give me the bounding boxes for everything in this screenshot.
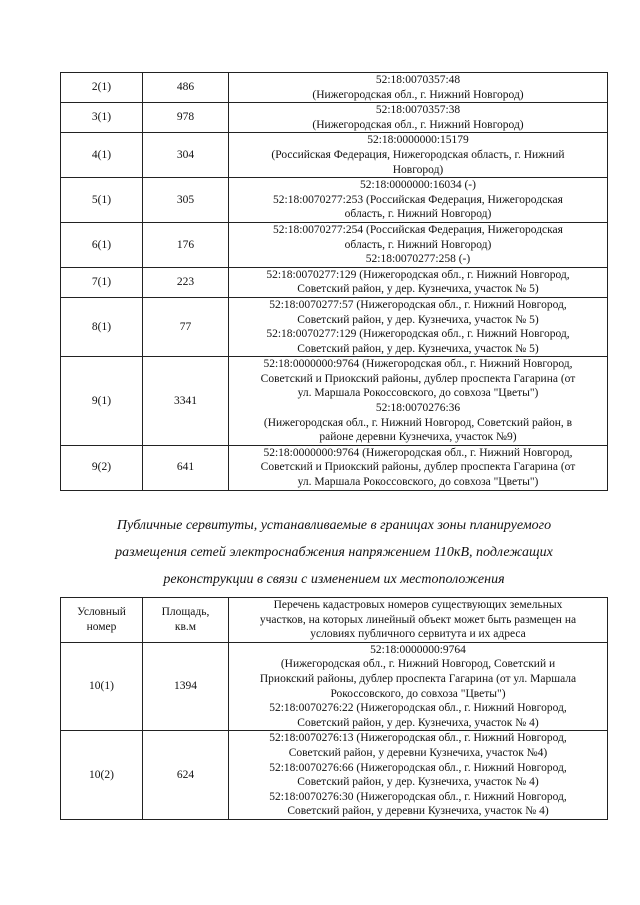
cadastral-line: 52:18:0000000:15179 [367, 134, 469, 147]
row-area: 624 [143, 731, 229, 820]
cadastral-line: 52:18:0070276:36 [375, 402, 461, 415]
row-number: 6(1) [61, 222, 143, 267]
cadastral-line: 52:18:0070277:129 (Нижегородская обл., г. Нижний Новгород, [266, 268, 570, 281]
cadastral-line: 52:18:0070276:66 (Нижегородская обл., г. Нижний Новгород, [269, 761, 567, 774]
row-cadastral-list [229, 133, 608, 178]
cadastral-line: (Нижегородская обл., г. Нижний Новгород, Советский район, в [263, 416, 573, 429]
row-area: 1394 [143, 642, 229, 731]
row-number: 5(1) [61, 178, 143, 223]
cadastral-line: 52:18:0070276:13 (Нижегородская обл., г. Нижний Новгород, [269, 732, 567, 745]
row-number: 3(1) [61, 103, 143, 133]
row-number: 9(2) [61, 445, 143, 490]
cadastral-line: область, г. Нижний Новгород) [344, 208, 492, 221]
cadastral-line: Приокский районы, дублер проспекта Гагарина (от ул. Маршала [259, 672, 577, 685]
cadastral-line: Советский район, у дер. Кузнечиха, участок № 5) [297, 313, 539, 326]
cadastral-line: 52:18:0000000:9764 (Нижегородская обл., г. Нижний Новгород, [263, 446, 573, 459]
table-row [61, 267, 608, 297]
cadastral-line: 52:18:0070276:22 (Нижегородская обл., г. Нижний Новгород, [269, 702, 567, 715]
row-area: 223 [143, 267, 229, 297]
cadastral-line: (Нижегородская обл., г. Нижний Новгород) [312, 88, 524, 101]
row-area: 77 [143, 297, 229, 356]
public-servitude-table [60, 597, 608, 820]
cadastral-line: 52:18:0070357:38 [375, 104, 461, 117]
caption-line: размещения сетей электроснабжения напряжением 110кВ, подлежащих [115, 545, 553, 560]
row-number: 10(2) [61, 731, 143, 820]
row-area: 305 [143, 178, 229, 223]
table2-body [61, 642, 608, 819]
cadastral-line: ул. Маршала Рокоссовского, до совхоза "Цветы") [297, 387, 539, 400]
cadastral-line: 52:18:0070277:253 (Российская Федерация, Нижегородская [273, 193, 563, 206]
row-number: 4(1) [61, 133, 143, 178]
cadastral-line: (Нижегородская обл., г. Нижний Новгород) [312, 118, 524, 131]
row-cadastral-list [229, 731, 608, 820]
row-area: 978 [143, 103, 229, 133]
cadastral-line: районе деревни Кузнечиха, участок №9) [319, 431, 517, 444]
section-caption [60, 512, 608, 593]
row-cadastral-list [229, 178, 608, 223]
cadastral-line: 52:18:0000000:9764 [370, 643, 466, 656]
row-number: 9(1) [61, 357, 143, 446]
table-row [61, 73, 608, 103]
cadastral-line: Советский район, у дер. Кузнечиха, участок № 4) [297, 776, 539, 789]
row-area: 486 [143, 73, 229, 103]
row-cadastral-list [229, 73, 608, 103]
table-row [61, 357, 608, 446]
row-area: 3341 [143, 357, 229, 446]
row-cadastral-list [229, 222, 608, 267]
cadastral-line: Рокоссовского, до совхоза "Цветы") [330, 687, 506, 700]
cadastral-line: область, г. Нижний Новгород) [344, 238, 492, 251]
cadastral-line: Советский район, у деревни Кузнечиха, участок №4) [288, 746, 548, 759]
servitude-table-continued [60, 72, 608, 491]
table-header-row [61, 598, 608, 643]
table-row [61, 178, 608, 223]
row-cadastral-list [229, 103, 608, 133]
cadastral-line: 52:18:0070277:254 (Российская Федерация, Нижегородская [273, 223, 563, 236]
cadastral-line: 52:18:0070357:48 [375, 74, 461, 86]
table-row [61, 445, 608, 490]
cadastral-line: 52:18:0070277:258 (-) [365, 253, 471, 266]
row-number: 7(1) [61, 267, 143, 297]
cadastral-line: Советский и Приокский районы, дублер проспекта Гагарина (от [260, 372, 576, 385]
caption-line: Публичные сервитуты, устанавливаемые в границах зоны планируемого [116, 518, 552, 533]
table-row [61, 133, 608, 178]
cadastral-line: 52:18:0070277:57 (Нижегородская обл., г. Нижний Новгород, [269, 298, 567, 311]
cadastral-line: Советский район, у дер. Кузнечиха, участок № 5) [297, 283, 539, 296]
row-area: 641 [143, 445, 229, 490]
table-row [61, 103, 608, 133]
cadastral-line: ул. Маршала Рокоссовского, до совхоза "Цветы") [297, 476, 539, 489]
row-cadastral-list [229, 445, 608, 490]
cadastral-line: Советский и Приокский районы, дублер проспекта Гагарина (от [260, 461, 576, 474]
cadastral-line: Советский район, у деревни Кузнечиха, участок № 4) [287, 805, 549, 818]
cadastral-line: Новгород) [392, 163, 444, 176]
row-number: 8(1) [61, 297, 143, 356]
row-cadastral-list [229, 297, 608, 356]
table1-body [61, 73, 608, 491]
cadastral-line: (Российская Федерация, Нижегородская область, г. Нижний [271, 148, 565, 161]
header-conditional-number: Условный номер [61, 598, 143, 643]
cadastral-line: Советский район, у дер. Кузнечиха, участок № 5) [297, 342, 539, 355]
row-area: 176 [143, 222, 229, 267]
caption-line: реконструкции в связи с изменением их местоположения [163, 572, 505, 587]
table-row [61, 297, 608, 356]
table-row [61, 642, 608, 731]
row-number: 10(1) [61, 642, 143, 731]
row-area: 304 [143, 133, 229, 178]
header-cadastral-list: Перечень кадастровых номеров существующих земельных участков, на которых линейный объект может быть размещен на условиях публичного сервитута и их адреса [229, 598, 608, 643]
cadastral-line: 52:18:0070276:30 (Нижегородская обл., г. Нижний Новгород, [269, 790, 567, 803]
cadastral-line: 52:18:0000000:16034 (-) [360, 179, 476, 192]
table-row [61, 731, 608, 820]
cadastral-line: 52:18:0000000:9764 (Нижегородская обл., г. Нижний Новгород, [263, 358, 573, 371]
row-cadastral-list [229, 267, 608, 297]
row-cadastral-list [229, 357, 608, 446]
row-number: 2(1) [61, 73, 143, 103]
cadastral-line: (Нижегородская обл., г. Нижний Новгород, Советский и [280, 658, 556, 671]
table-row [61, 222, 608, 267]
header-area: Площадь, кв.м [143, 598, 229, 643]
cadastral-line: 52:18:0070277:129 (Нижегородская обл., г. Нижний Новгород, [266, 328, 570, 341]
row-cadastral-list [229, 642, 608, 731]
cadastral-line: Советский район, у дер. Кузнечиха, участок № 4) [297, 716, 539, 729]
